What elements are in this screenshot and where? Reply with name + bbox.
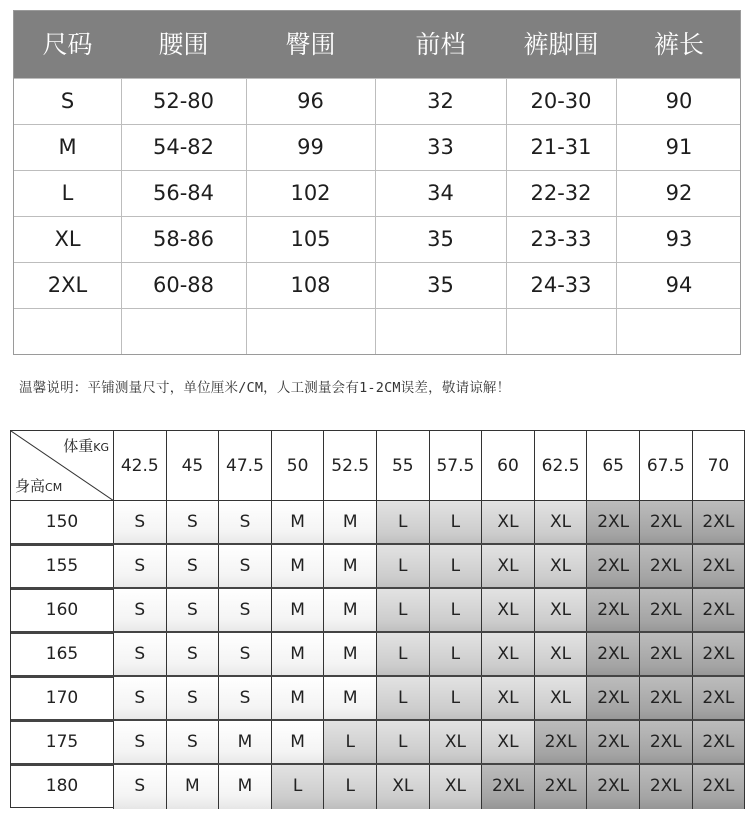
size-measurement-table: [13, 10, 741, 355]
weight-header-cell: 67.5: [640, 431, 693, 501]
recommended-size-cell: S: [167, 677, 220, 721]
recommended-size-cell: S: [114, 545, 167, 589]
recommended-size-cell: 2XL: [587, 545, 640, 589]
recommended-size-cell: 2XL: [693, 721, 746, 765]
recommended-size-cell: 2XL: [640, 765, 693, 809]
recommended-size-cell: M: [324, 633, 377, 677]
size-table-header: [14, 11, 740, 78]
size-table-cell: 92: [665, 181, 693, 205]
size-table-header-cell: 裤脚围: [523, 30, 599, 59]
recommended-size-cell: XL: [535, 589, 588, 633]
recommended-size-cell: M: [272, 677, 325, 721]
recommended-size-cell: S: [114, 589, 167, 633]
height-row-label: 155: [11, 545, 114, 589]
recommended-size-cell: 2XL: [587, 677, 640, 721]
recommended-size-cell: S: [114, 721, 167, 765]
recommended-size-cell: 2XL: [640, 501, 693, 545]
size-table-cell: 56-84: [152, 181, 215, 205]
size-table-cell: 96: [297, 89, 324, 113]
size-table-header-cell: 尺码: [42, 30, 93, 59]
recommended-size-cell: S: [219, 677, 272, 721]
recommended-size-cell: 2XL: [640, 677, 693, 721]
size-table-cell: [246, 309, 375, 353]
recommended-size-cell: XL: [535, 677, 588, 721]
recommended-size-cell: S: [219, 589, 272, 633]
weight-header-cell: 60: [482, 431, 535, 501]
recommended-size-cell: L: [377, 501, 430, 545]
recommended-size-cell: M: [324, 501, 377, 545]
recommended-size-cell: 2XL: [587, 765, 640, 809]
recommended-size-cell: S: [114, 501, 167, 545]
recommended-size-cell: 2XL: [693, 545, 746, 589]
size-table-cell: 52-80: [152, 89, 215, 113]
recommended-size-cell: L: [324, 721, 377, 765]
recommended-size-cell: M: [324, 589, 377, 633]
recommended-size-cell: S: [219, 633, 272, 677]
recommended-size-cell: XL: [535, 633, 588, 677]
size-table-cell: 60-88: [152, 273, 215, 297]
recommended-size-cell: XL: [482, 633, 535, 677]
recommended-size-cell: 2XL: [640, 589, 693, 633]
size-table-cell: 54-82: [152, 135, 215, 159]
recommended-size-cell: M: [272, 589, 325, 633]
size-table-row: [14, 78, 740, 124]
height-row-label: 180: [11, 765, 114, 809]
height-row-label: 160: [11, 589, 114, 633]
recommended-size-cell: S: [167, 545, 220, 589]
recommended-size-cell: L: [430, 501, 483, 545]
weight-header-cell: 57.5: [430, 431, 483, 501]
recommended-size-cell: M: [167, 765, 220, 809]
size-table-cell: 35: [427, 273, 454, 297]
recommended-size-cell: S: [219, 545, 272, 589]
size-table-cell: 102: [290, 181, 331, 205]
size-table-cell: 91: [665, 135, 693, 159]
size-table-cell: S: [60, 89, 75, 113]
size-table-row: [14, 216, 740, 262]
size-table-cell: 58-86: [152, 227, 215, 251]
recommended-size-cell: 2XL: [693, 677, 746, 721]
recommended-size-cell: L: [430, 677, 483, 721]
recommended-size-cell: 2XL: [693, 589, 746, 633]
recommended-size-cell: 2XL: [640, 633, 693, 677]
size-table-column-divider: [246, 78, 247, 354]
chart-corner-cell: [11, 431, 114, 501]
size-table-row: [14, 308, 740, 354]
recommended-size-cell: XL: [482, 589, 535, 633]
size-table-row: [14, 170, 740, 216]
recommended-size-cell: 2XL: [535, 765, 588, 809]
size-table-cell: 21-31: [530, 135, 592, 159]
recommended-size-cell: 2XL: [587, 633, 640, 677]
recommended-size-cell: XL: [430, 765, 483, 809]
recommended-size-cell: S: [114, 633, 167, 677]
weight-header-cell: 55: [377, 431, 430, 501]
recommended-size-cell: M: [272, 633, 325, 677]
size-table-cell: 33: [427, 135, 454, 159]
recommended-size-cell: 2XL: [693, 765, 746, 809]
size-table-cell: 35: [427, 227, 454, 251]
size-table-cell: [375, 309, 506, 353]
size-table-cell: 24-33: [530, 273, 592, 297]
recommended-size-cell: L: [377, 545, 430, 589]
size-table-cell: [506, 309, 616, 353]
height-axis-label: 身高CM: [15, 477, 63, 495]
weight-header-cell: 47.5: [219, 431, 272, 501]
size-table-cell: 34: [427, 181, 454, 205]
size-table-cell: 23-33: [530, 227, 592, 251]
size-table-cell: 32: [427, 89, 454, 113]
size-table-row: [14, 124, 740, 170]
recommended-size-cell: L: [377, 589, 430, 633]
size-table-row: [14, 262, 740, 308]
weight-header-cell: 65: [587, 431, 640, 501]
recommended-size-cell: S: [114, 677, 167, 721]
size-table-cell: 90: [665, 89, 693, 113]
weight-header-cell: 52.5: [324, 431, 377, 501]
recommended-size-cell: S: [167, 589, 220, 633]
recommended-size-cell: S: [167, 633, 220, 677]
size-table-cell: 22-32: [530, 181, 592, 205]
weight-header-cell: 70: [693, 431, 746, 501]
recommended-size-cell: 2XL: [535, 721, 588, 765]
recommended-size-cell: L: [430, 589, 483, 633]
size-table-header-cell: 臀围: [285, 30, 336, 59]
weight-header-cell: 62.5: [535, 431, 588, 501]
size-table-column-divider: [616, 78, 617, 354]
weight-header-cell: 45: [167, 431, 220, 501]
recommended-size-cell: L: [324, 765, 377, 809]
recommended-size-cell: 2XL: [640, 545, 693, 589]
size-table-cell: [616, 309, 742, 353]
recommended-size-cell: L: [377, 633, 430, 677]
recommended-size-cell: L: [377, 677, 430, 721]
size-table-cell: 94: [665, 273, 693, 297]
recommended-size-cell: M: [324, 545, 377, 589]
recommended-size-cell: 2XL: [693, 501, 746, 545]
recommended-size-cell: XL: [482, 545, 535, 589]
recommended-size-cell: XL: [482, 501, 535, 545]
recommended-size-cell: L: [430, 633, 483, 677]
recommended-size-cell: L: [377, 721, 430, 765]
recommended-size-cell: XL: [482, 677, 535, 721]
recommended-size-cell: M: [272, 545, 325, 589]
weight-header-cell: 50: [272, 431, 325, 501]
recommended-size-cell: 2XL: [587, 721, 640, 765]
recommended-size-cell: 2XL: [693, 633, 746, 677]
size-table-column-divider: [375, 78, 376, 354]
size-table-cell: XL: [54, 227, 81, 251]
height-row-label: 170: [11, 677, 114, 721]
size-table-column-divider: [506, 78, 507, 354]
recommended-size-cell: M: [272, 721, 325, 765]
size-table-column-divider: [121, 78, 122, 354]
size-table-cell: L: [61, 181, 74, 205]
recommended-size-cell: XL: [430, 721, 483, 765]
recommended-size-cell: S: [167, 501, 220, 545]
size-table-header-cell: 前档: [415, 30, 466, 59]
size-table-cell: 105: [290, 227, 331, 251]
recommended-size-cell: M: [324, 677, 377, 721]
height-row-label: 165: [11, 633, 114, 677]
recommended-size-cell: XL: [535, 501, 588, 545]
recommended-size-cell: M: [219, 765, 272, 809]
recommended-size-cell: 2XL: [587, 589, 640, 633]
size-table-cell: 20-30: [530, 89, 592, 113]
size-table-cell: [14, 309, 121, 353]
recommended-size-cell: M: [219, 721, 272, 765]
recommended-size-cell: S: [219, 501, 272, 545]
recommended-size-cell: 2XL: [482, 765, 535, 809]
size-table-cell: 108: [290, 273, 331, 297]
height-row-label: 150: [11, 501, 114, 545]
recommended-size-cell: 2XL: [587, 501, 640, 545]
size-table-cell: M: [58, 135, 77, 159]
size-table-header-cell: 裤长: [653, 30, 704, 59]
recommended-size-cell: L: [272, 765, 325, 809]
recommended-size-cell: S: [167, 721, 220, 765]
recommended-size-cell: XL: [377, 765, 430, 809]
weight-axis-label: 体重KG: [63, 437, 109, 455]
size-table-cell: 2XL: [47, 273, 88, 297]
recommended-size-cell: M: [272, 501, 325, 545]
height-row-label: 175: [11, 721, 114, 765]
recommended-size-cell: S: [114, 765, 167, 809]
recommended-size-cell: XL: [535, 545, 588, 589]
weight-header-cell: 42.5: [114, 431, 167, 501]
size-table-cell: 99: [297, 135, 324, 159]
measurement-note: 温馨说明：平铺测量尺寸，单位厘米/CM，人工测量会有1-2CM误差，敬请谅解！: [19, 380, 511, 396]
recommended-size-cell: L: [430, 545, 483, 589]
height-weight-chart: [10, 430, 745, 808]
size-table-cell: [121, 309, 246, 353]
recommended-size-cell: 2XL: [640, 721, 693, 765]
recommended-size-cell: XL: [482, 721, 535, 765]
size-table-header-cell: 腰围: [158, 30, 209, 59]
size-table-cell: 93: [665, 227, 693, 251]
